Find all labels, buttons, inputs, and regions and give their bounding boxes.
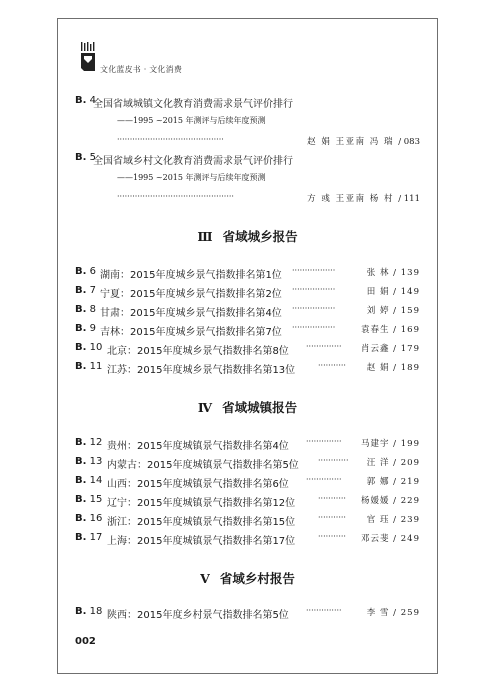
- entry-page: 259: [400, 608, 420, 618]
- section-heading-v: [75, 569, 420, 587]
- section-title: 省域城镇报告: [222, 400, 298, 415]
- entry-page: 083: [403, 137, 420, 147]
- entry-author-page: 张 林 / 139: [366, 268, 420, 278]
- toc-entry-b11[interactable]: [75, 361, 420, 375]
- toc-entry-b17[interactable]: [75, 532, 420, 546]
- entry-title: 浙江：2015年度城镇景气指数排名第15位: [107, 517, 296, 528]
- leader-dots: ·················: [292, 304, 336, 313]
- series-label: 文化蓝皮书 · 文化消费: [100, 65, 183, 74]
- toc-entry-b5[interactable]: [75, 152, 420, 207]
- leader-dots: ··············: [306, 606, 342, 615]
- leader-dots: ·················: [292, 323, 336, 332]
- toc-entry-b18[interactable]: [75, 606, 420, 620]
- toc-entry-b10[interactable]: [75, 342, 420, 356]
- entry-page: 219: [400, 477, 420, 487]
- entry-title: 吉林：2015年度城乡景气指数排名第7位: [100, 327, 282, 338]
- entry-title: 贵州：2015年度城镇景气指数排名第4位: [107, 441, 289, 452]
- entry-title: 内蒙古：2015年度城镇景气指数排名第5位: [107, 460, 299, 471]
- entry-code: B. 10: [75, 342, 103, 353]
- entry-authors: 刘 婷: [366, 306, 390, 316]
- entry-author-page: 杨媛媛 / 229: [360, 496, 420, 506]
- leader-dots: ··············: [306, 342, 342, 351]
- entry-authors: 肖云鑫: [360, 344, 390, 354]
- entry-code: B. 18: [75, 606, 103, 617]
- section-title: 省域乡村报告: [219, 571, 295, 586]
- entry-code: B. 12: [75, 437, 103, 448]
- leader-dots: ···········: [318, 361, 346, 370]
- entry-page: 229: [400, 496, 420, 506]
- entry-page: 189: [400, 363, 420, 373]
- toc-entry-b7[interactable]: [75, 285, 420, 299]
- leader-dots: ·················: [292, 266, 336, 275]
- toc-entry-b8[interactable]: [75, 304, 420, 318]
- entry-code: B. 16: [75, 513, 103, 524]
- leader-dots: ··············: [306, 475, 342, 484]
- entry-title: 陕西：2015年度乡村景气指数排名第5位: [107, 610, 289, 621]
- entry-page: 111: [403, 194, 420, 204]
- entry-title: 江苏：2015年度城乡景气指数排名第13位: [107, 365, 296, 376]
- entry-author-page: 袁春生 / 169: [360, 325, 420, 335]
- toc-entry-b16[interactable]: [75, 513, 420, 527]
- entry-authors: 方 彧 王亚南 杨 村: [307, 194, 394, 204]
- entry-authors: 李 雪: [366, 608, 390, 618]
- entry-title: 全国省域乡村文化教育消费需求景气评价排行: [93, 156, 293, 167]
- entry-subtitle: ——1995 ~2015 年测评与后续年度预测: [117, 116, 266, 125]
- toc-entry-b14[interactable]: [75, 475, 420, 489]
- entry-author-page: 肖云鑫 / 179: [360, 344, 420, 354]
- toc-entry-b13[interactable]: [75, 456, 420, 470]
- entry-page: 239: [400, 515, 420, 525]
- section-title: 省域城乡报告: [222, 229, 298, 244]
- section-heading-iv: [75, 398, 420, 416]
- toc-entry-b6[interactable]: [75, 266, 420, 280]
- entry-title: 山西：2015年度城镇景气指数排名第6位: [107, 479, 289, 490]
- entry-page: 149: [400, 287, 420, 297]
- leader-dots: ··········································: [117, 135, 224, 144]
- entry-page: 179: [400, 344, 420, 354]
- toc-entry-b9[interactable]: [75, 323, 420, 337]
- entry-author-page: 赵 娟 王亚南 冯 瑞 / 083: [307, 137, 420, 147]
- entry-title: 北京：2015年度城乡景气指数排名第8位: [107, 346, 289, 357]
- leader-dots: ··············································: [117, 192, 234, 201]
- entry-author-page: 赵 娟 / 189: [366, 363, 420, 373]
- entry-title: 辽宁：2015年度城镇景气指数排名第12位: [107, 498, 296, 509]
- leader-dots: ·················: [292, 285, 336, 294]
- book-bars-logo-icon: [80, 42, 96, 72]
- entry-page: 199: [400, 439, 420, 449]
- entry-author-page: 郭 娜 / 219: [366, 477, 420, 487]
- entry-author-page: 马建宇 / 199: [360, 439, 420, 449]
- entry-title: 全国省域城镇文化教育消费需求景气评价排行: [93, 99, 293, 110]
- entry-page: 139: [400, 268, 420, 278]
- entry-code: B. 5: [75, 152, 96, 163]
- toc-entry-b4[interactable]: [75, 95, 420, 150]
- entry-authors: 赵 娟 王亚南 冯 瑞: [307, 137, 394, 147]
- entry-author-page: 方 彧 王亚南 杨 村 / 111: [307, 194, 420, 204]
- entry-code: B. 15: [75, 494, 103, 505]
- entry-authors: 邓云斐: [360, 534, 390, 544]
- entry-author-page: 田 娟 / 149: [366, 287, 420, 297]
- entry-authors: 郭 娜: [366, 477, 390, 487]
- page-number: 002: [75, 636, 96, 647]
- entry-page: 159: [400, 306, 420, 316]
- entry-authors: 汪 洋: [366, 458, 390, 468]
- entry-author-page: 汪 洋 / 209: [366, 458, 420, 468]
- entry-code: B. 6: [75, 266, 96, 277]
- entry-title: 甘肃：2015年度城乡景气指数排名第4位: [100, 308, 282, 319]
- entry-title: 湖南：2015年度城乡景气指数排名第1位: [100, 270, 282, 281]
- entry-authors: 官 珏: [366, 515, 390, 525]
- leader-dots: ···········: [318, 494, 346, 503]
- entry-authors: 马建宇: [360, 439, 390, 449]
- leader-dots: ··············: [306, 437, 342, 446]
- entry-page: 249: [400, 534, 420, 544]
- page-header: [80, 42, 280, 82]
- entry-code: B. 9: [75, 323, 96, 334]
- entry-code: B. 4: [75, 95, 96, 106]
- entry-page: 209: [400, 458, 420, 468]
- entry-author-page: 邓云斐 / 249: [360, 534, 420, 544]
- entry-code: B. 11: [75, 361, 103, 372]
- entry-title: 上海：2015年度城镇景气指数排名第17位: [107, 536, 296, 547]
- section-numeral: Ⅲ: [197, 229, 213, 244]
- entry-code: B. 7: [75, 285, 96, 296]
- entry-author-page: 李 雪 / 259: [366, 608, 420, 618]
- entry-code: B. 8: [75, 304, 96, 315]
- entry-authors: 田 娟: [366, 287, 390, 297]
- section-numeral: Ⅳ: [197, 400, 213, 415]
- toc-entry-b12[interactable]: [75, 437, 420, 451]
- entry-authors: 张 林: [366, 268, 390, 278]
- entry-author-page: 刘 婷 / 159: [366, 306, 420, 316]
- leader-dots: ············: [318, 456, 349, 465]
- entry-authors: 杨媛媛: [360, 496, 390, 506]
- toc-entry-b15[interactable]: [75, 494, 420, 508]
- entry-authors: 赵 娟: [366, 363, 390, 373]
- entry-code: B. 13: [75, 456, 103, 467]
- entry-authors: 袁春生: [360, 325, 390, 335]
- section-numeral: Ⅴ: [200, 571, 210, 586]
- leader-dots: ···········: [318, 513, 346, 522]
- section-heading-iii: [75, 227, 420, 245]
- entry-title: 宁夏：2015年度城乡景气指数排名第2位: [100, 289, 282, 300]
- entry-code: B. 14: [75, 475, 103, 486]
- leader-dots: ···········: [318, 532, 346, 541]
- entry-author-page: 官 珏 / 239: [366, 515, 420, 525]
- entry-page: 169: [400, 325, 420, 335]
- entry-subtitle: ——1995 ~2015 年测评与后续年度预测: [117, 173, 266, 182]
- entry-code: B. 17: [75, 532, 103, 543]
